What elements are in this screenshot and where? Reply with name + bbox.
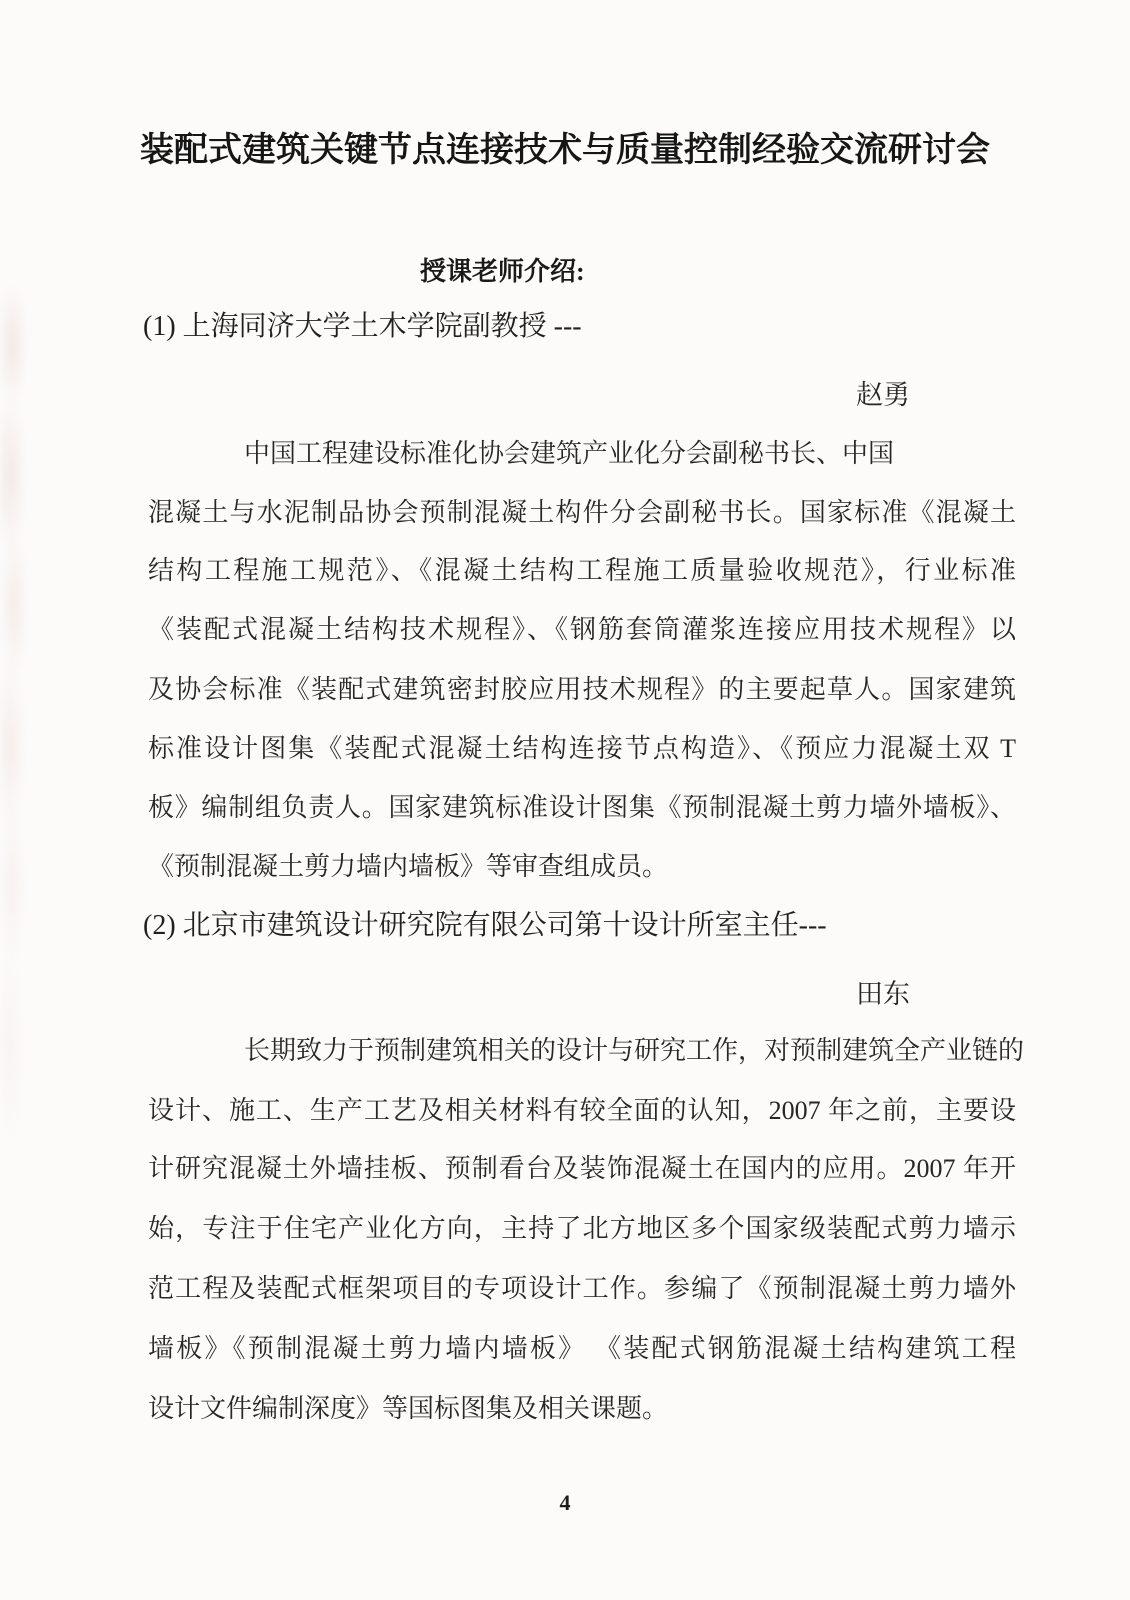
item-2-bio-line: 计研究混凝土外墙挂板、预制看台及装饰混凝土在国内的应用。2007 年开 [148, 1154, 1016, 1183]
item-1-heading: (1) 上海同济大学土木学院副教授 --- [143, 311, 582, 342]
section-subtitle: 授课老师介绍: [420, 257, 585, 286]
item-2-person-name: 田东 [856, 979, 910, 1009]
item-1-bio-line: 混凝土与水泥制品协会预制混凝土构件分会副秘书长。国家标准《混凝土 [148, 498, 1016, 527]
document-title: 装配式建筑关键节点连接技术与质量控制经验交流研讨会 [140, 132, 990, 169]
item-1-bio-line: 《装配式混凝土结构技术规程》、《钢筋套筒灌浆连接应用技术规程》以 [148, 615, 1016, 644]
item-1-bio-line: 结构工程施工规范》、《混凝土结构工程施工质量验收规范》，行业标准 [148, 556, 1016, 585]
scan-artifact-left-edge [0, 285, 46, 1145]
page-number: 4 [559, 1490, 571, 1515]
item-2-heading: (2) 北京市建筑设计研究院有限公司第十设计所室主任--- [143, 910, 827, 941]
item-2-bio-line: 设计、施工、生产工艺及相关材料有较全面的认知，2007 年之前，主要设 [148, 1096, 1016, 1125]
item-1-person-name: 赵勇 [856, 380, 910, 410]
item-2-bio-line: 设计文件编制深度》等国标图集及相关课题。 [148, 1394, 669, 1423]
item-1-bio-line: 标准设计图集《装配式混凝土结构连接节点构造》、《预应力混凝土双 T [148, 734, 1016, 763]
item-2-bio-line: 墙板》《预制混凝土剪力墙内墙板》 《装配式钢筋混凝土结构建筑工程 [148, 1334, 1016, 1363]
item-2-bio-line: 范工程及装配式框架项目的专项设计工作。参编了《预制混凝土剪力墙外 [148, 1274, 1016, 1303]
item-1-bio-line: 板》编制组负责人。国家建筑标准设计图集《预制混凝土剪力墙外墙板》、 [148, 793, 1016, 822]
item-1-bio-line: 《预制混凝土剪力墙内墙板》等审查组成员。 [148, 852, 669, 881]
item-1-bio-line: 及协会标准《装配式建筑密封胶应用技术规程》的主要起草人。国家建筑 [148, 675, 1016, 704]
item-2-bio-line: 始，专注于住宅产业化方向，主持了北方地区多个国家级装配式剪力墙示 [148, 1214, 1016, 1243]
item-2-bio-line: 长期致力于预制建筑相关的设计与研究工作，对预制建筑全产业链的 [244, 1036, 1025, 1065]
item-1-bio-line: 中国工程建设标准化协会建筑产业化分会副秘书长、中国 [244, 439, 895, 468]
